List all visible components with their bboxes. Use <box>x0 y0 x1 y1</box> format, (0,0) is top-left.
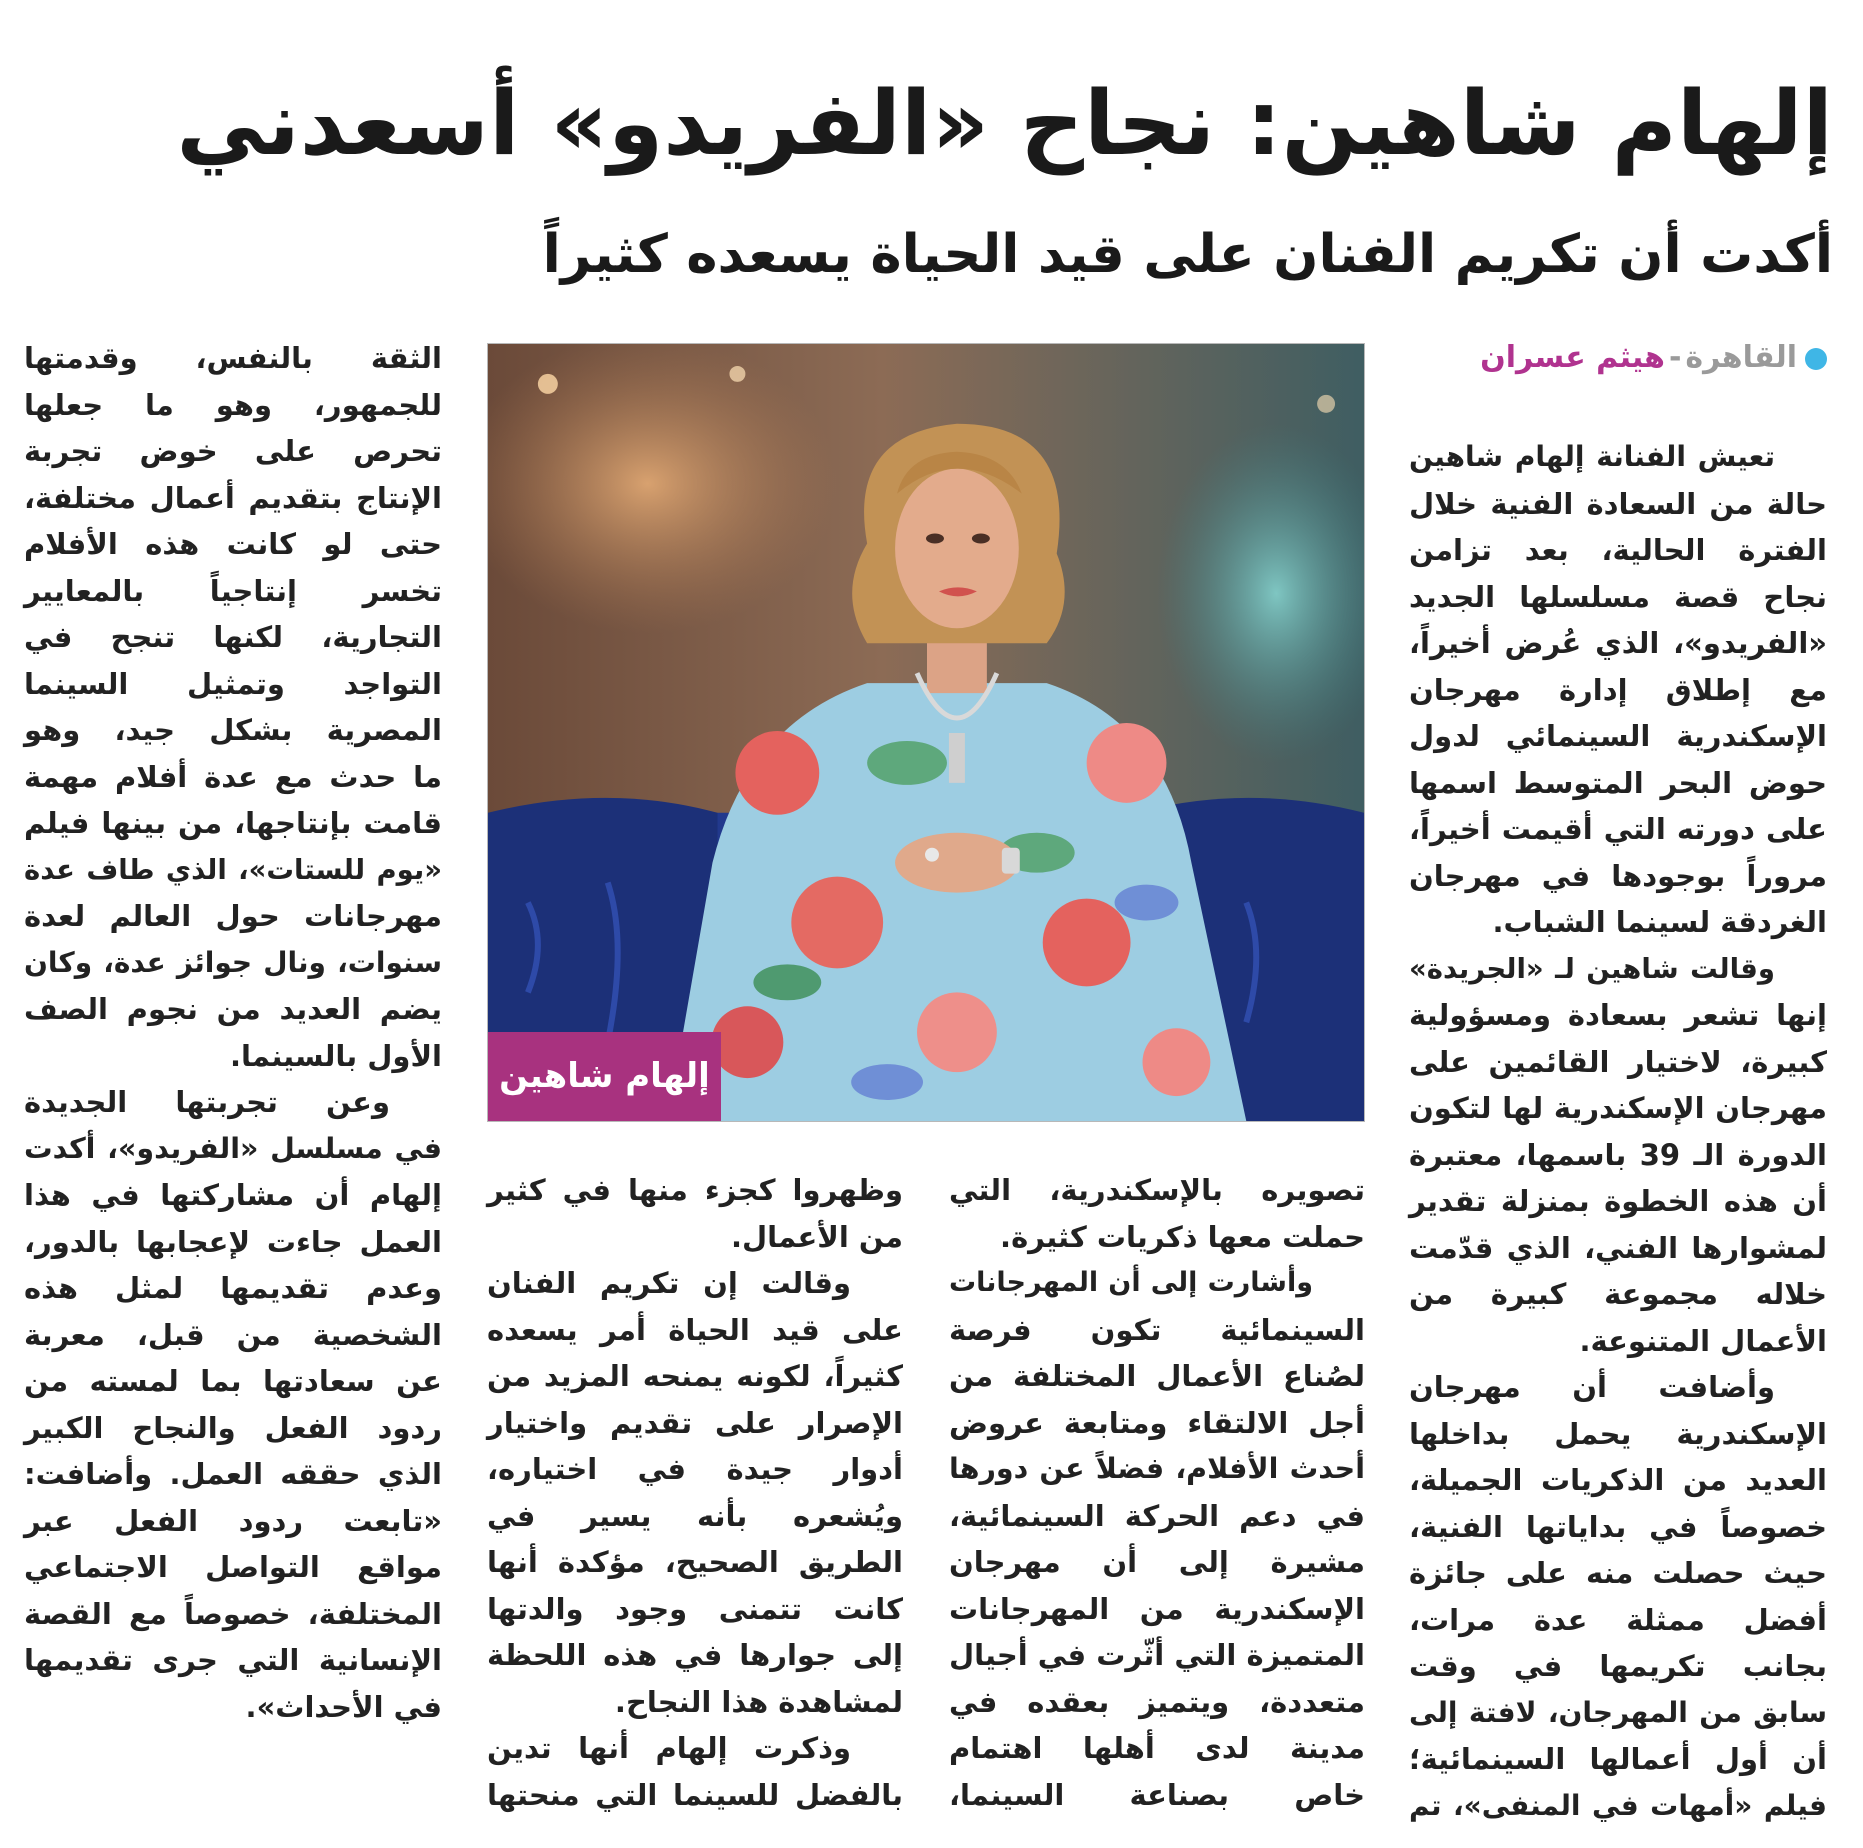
text-line: متعددة، ويتميز بعقده في <box>949 1684 1365 1719</box>
text-line: كبيرة، لاختيار القائمين على <box>1409 1044 1827 1079</box>
text-line: الشخصية من قبل، معربة <box>24 1317 442 1352</box>
text-line: ويُشعره بأنه يسير في <box>487 1498 903 1533</box>
subheadline-text: أكدت أن تكريم الفنان على قيد الحياة يسعده كثيراً <box>542 224 1833 285</box>
text-line: الإسكندرية السينمائي لدول <box>1409 719 1827 753</box>
text-line: يضم العديد من نجوم الصف <box>24 992 442 1026</box>
text-line: الإسكندرية من المهرجانات <box>949 1591 1365 1626</box>
text-line: أفضل ممثلة عدة مرات، <box>1409 1602 1827 1637</box>
text-line: وظهروا كجزء منها في كثير <box>487 1173 903 1207</box>
text-line: بالفضل للسينما التي منحتها <box>487 1777 903 1812</box>
text-line: لمشاهدة هذا النجاح. <box>614 1684 903 1719</box>
text-line: الفترة الحالية، بعد تزامن <box>1409 533 1827 567</box>
text-line: كثيراً، لكونه يمنحه المزيد من <box>487 1359 903 1393</box>
text-line: أجل الالتقاء ومتابعة عروض <box>949 1405 1365 1440</box>
byline <box>1409 335 1827 381</box>
article-photo <box>487 343 1365 1122</box>
text-line: وعدم تقديمها لمثل هذه <box>24 1271 442 1305</box>
headline-text: إلهام شاهين: نجاح «الفريدو» أسعدني <box>176 71 1833 175</box>
text-line: على دورته التي أقيمت أخيراً، <box>1409 812 1827 846</box>
text-line: حوض البحر المتوسط اسمها <box>1409 765 1827 800</box>
text-line: «تابعت ردود الفعل عبر <box>24 1503 442 1538</box>
text-line: الإسكندرية يحمل بداخلها <box>1409 1416 1827 1451</box>
text-line: تحرص على خوض تجربة <box>24 434 442 468</box>
byline-author: هيثم عسران <box>1480 340 1665 375</box>
text-line: العمل جاءت لإعجابها بالدور، <box>24 1224 442 1259</box>
text-line: المتميزة التي أثّرت في أجيال <box>948 1638 1365 1672</box>
text-line: في الأحداث». <box>245 1689 442 1724</box>
text-line: حالة من السعادة الفنية خلال <box>1409 486 1827 521</box>
text-line: وأشارت إلى أن المهرجانات <box>949 1267 1313 1298</box>
text-line: حتى لو كانت هذه الأفلام <box>24 527 442 561</box>
text-line: فيلم «أمهات في المنفى»، تم <box>1409 1788 1827 1822</box>
text-line: وقالت إن تكريم الفنان <box>487 1266 851 1300</box>
text-line: إنها تشعر بسعادة ومسؤولية <box>1409 998 1827 1032</box>
subheadline <box>533 212 1833 298</box>
text-line: مشيرة إلى أن مهرجان <box>949 1545 1365 1579</box>
text-line: من الأعمال. <box>730 1219 903 1254</box>
text-line: كانت تتمنى وجود والدتها <box>487 1591 903 1626</box>
article-column <box>487 1167 903 1818</box>
text-line: التجارية، لكنها تنجح في <box>24 620 442 654</box>
text-line: مهرجانات حول العالم لعدة <box>24 899 442 933</box>
text-line: التواجد وتمثيل السينما <box>24 666 442 701</box>
text-line: في دعم الحركة السينمائية، <box>949 1498 1365 1533</box>
text-line: الإنتاج بتقديم أعمال مختلفة، <box>24 480 442 515</box>
text-line: ردود الفعل والنجاح الكبير <box>24 1410 442 1445</box>
text-line: نجاح قصة مسلسلها الجديد <box>1409 579 1827 614</box>
text-line: «يوم للستات»، الذي طاف عدة <box>24 853 442 886</box>
text-line: العديد من الذكريات الجميلة، <box>1409 1463 1827 1497</box>
text-line: الغردقة لسينما الشباب. <box>1492 905 1827 939</box>
text-line: خلاله مجموعة كبيرة من <box>1409 1277 1827 1311</box>
text-line: بجانب تكريمها في وقت <box>1409 1649 1827 1683</box>
article-column <box>1409 434 1827 1829</box>
text-line: «الفريدو»، الذي عُرض أخيراً، <box>1409 626 1827 660</box>
text-line: وأضافت أن مهرجان <box>1409 1370 1775 1404</box>
text-line: أن أول أعمالها السينمائية؛ <box>1409 1742 1827 1776</box>
text-line: لصُناع الأعمال المختلفة من <box>949 1359 1365 1393</box>
text-line: المختلفة، خصوصاً مع القصة <box>24 1596 442 1631</box>
text-line: الإنسانية التي جرى تقديمها <box>24 1643 442 1677</box>
text-line: عن سعادتها بما لمسته من <box>24 1364 442 1398</box>
photo-illustration <box>488 344 1364 1121</box>
article-column <box>24 335 442 1730</box>
text-line: أحدث الأفلام، فضلاً عن دورها <box>949 1452 1365 1485</box>
text-line: ما حدث مع عدة أفلام مهمة <box>24 759 442 794</box>
text-line: مهرجان الإسكندرية لها لتكون <box>1409 1091 1827 1125</box>
text-line: مع إطلاق إدارة مهرجان <box>1409 672 1827 707</box>
text-line: تعيش الفنانة إلهام شاهين <box>1409 440 1775 473</box>
text-line: مواقع التواصل الاجتماعي <box>24 1550 442 1584</box>
article-column <box>949 1167 1365 1818</box>
text-line: الذي حققه العمل. وأضافت: <box>24 1457 442 1491</box>
text-line: الأعمال المتنوعة. <box>1579 1323 1827 1358</box>
text-line: الإصرار على تقديم واختيار <box>487 1405 903 1440</box>
text-line: أن هذه الخطوة بمنزلة تقدير <box>1409 1184 1827 1218</box>
byline-city: القاهرة <box>1685 340 1797 375</box>
text-line: وعن تجربتها الجديدة <box>24 1085 390 1119</box>
text-line: الدورة الـ 39 باسمها، معتبرة <box>1409 1137 1827 1172</box>
photo-caption: إلهام شاهين <box>488 1032 721 1121</box>
text-line: وقالت شاهين لـ «الجريدة» <box>1409 952 1775 985</box>
text-line: مروراً بوجودها في مهرجان <box>1409 858 1827 893</box>
text-line: أدوار جيدة في اختياره، <box>487 1452 903 1486</box>
headline <box>173 38 1833 208</box>
byline-separator: - <box>1668 340 1682 375</box>
text-line: المصرية بشكل جيد، وهو <box>24 713 442 747</box>
text-line: خصوصاً في بداياتها الفنية، <box>1409 1509 1827 1544</box>
text-line: على قيد الحياة أمر يسعده <box>487 1312 903 1347</box>
text-line: السينمائية تكون فرصة <box>949 1312 1365 1347</box>
text-line: في مسلسل «الفريدو»، أكدت <box>24 1131 442 1165</box>
text-line: الأول بالسينما. <box>229 1038 442 1073</box>
text-line: حملت معها ذكريات كثيرة. <box>1000 1219 1365 1254</box>
text-line: تخسر إنتاجياً بالمعايير <box>24 573 442 608</box>
text-line: قامت بإنتاجها، من بينها فيلم <box>24 806 442 840</box>
text-line: وذكرت إلهام أنها تدين <box>487 1731 851 1765</box>
bullet-dot-icon <box>1805 348 1827 370</box>
text-line: الثقة بالنفس، وقدمتها <box>24 341 442 375</box>
text-line: للجمهور، وهو ما جعلها <box>24 387 442 422</box>
text-line: حيث حصلت منه على جائزة <box>1409 1556 1827 1590</box>
text-line: إلهام أن مشاركتها في هذا <box>24 1178 442 1212</box>
text-line: إلى جوارها في هذه اللحظة <box>487 1638 903 1672</box>
text-line: تصويره بالإسكندرية، التي <box>949 1173 1365 1207</box>
text-line: سنوات، ونال جوائز عدة، وكان <box>24 945 442 979</box>
text-line: سابق من المهرجان، لافتة إلى <box>1409 1695 1827 1729</box>
text-line: لمشوارها الفني، الذي قدّمت <box>1409 1230 1827 1265</box>
text-line: خاص بصناعة السينما، <box>949 1777 1365 1812</box>
text-line: مدينة لدى أهلها اهتمام <box>949 1731 1365 1765</box>
text-line: الطريق الصحيح، مؤكدة أنها <box>487 1545 903 1579</box>
